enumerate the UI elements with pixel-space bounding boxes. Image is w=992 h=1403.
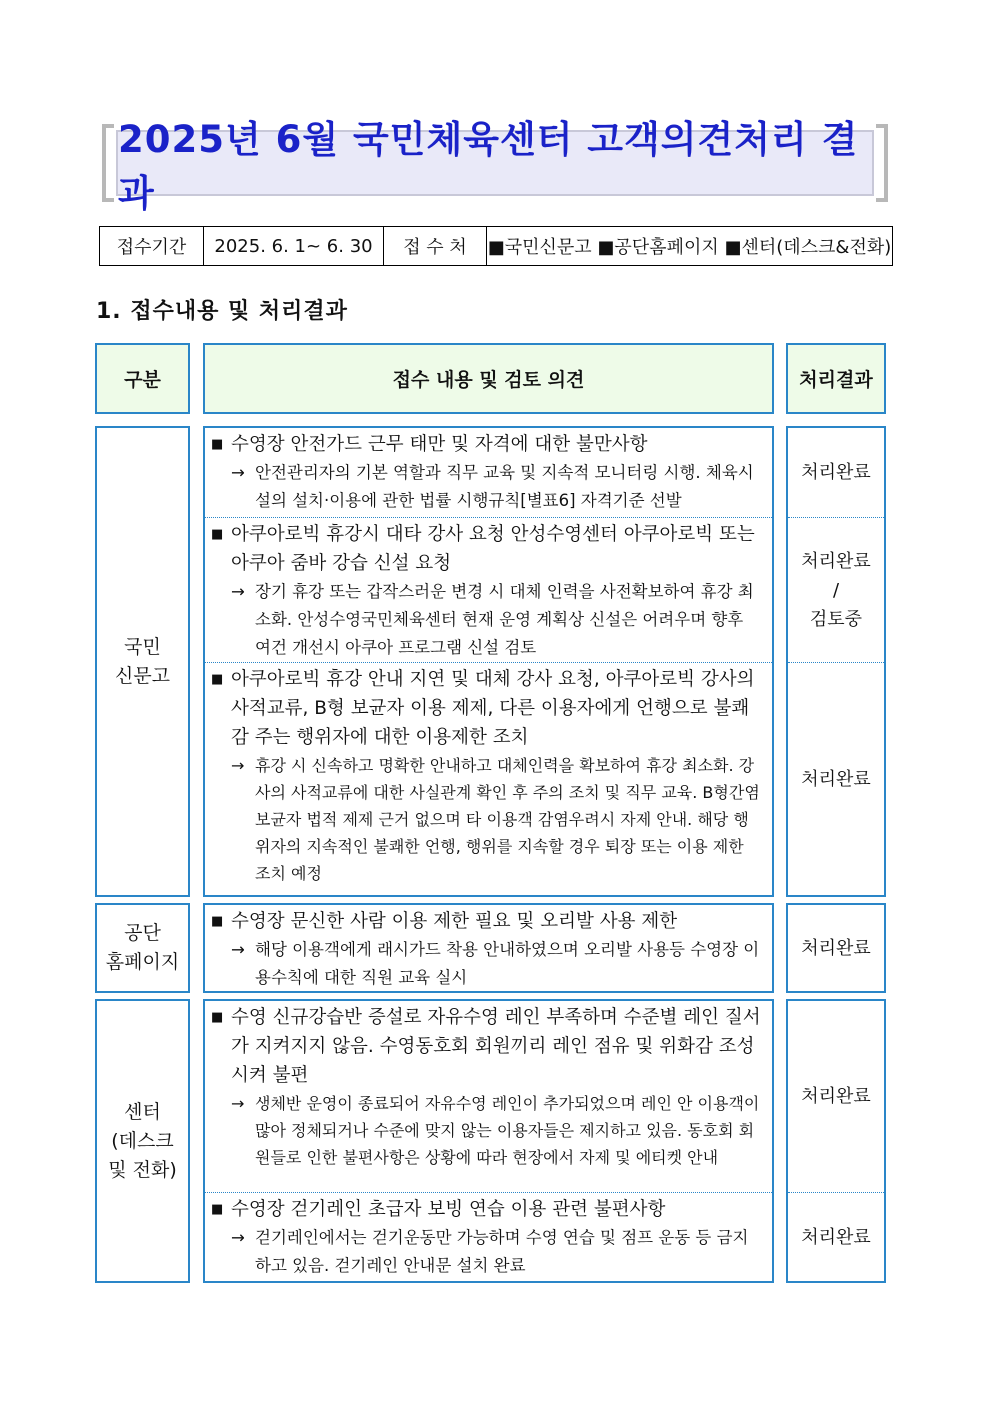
category-cell (95, 999, 190, 1283)
bullet-icon: ■ (211, 437, 224, 452)
title-banner (102, 118, 888, 215)
result-text: 처리완료 (801, 1086, 871, 1107)
category-line: 홈페이지 (105, 951, 180, 973)
period-label: 접수기간 (100, 227, 204, 265)
category-line: 신문고 (114, 664, 171, 687)
list-item (205, 1001, 772, 1192)
result-text: 처리완료 (801, 462, 871, 483)
arrow-icon: → (231, 582, 245, 601)
category-cell (95, 903, 190, 993)
content-cell (203, 426, 774, 897)
list-item (205, 1193, 772, 1281)
period-value: 2025. 6. 1~ 6. 30 (204, 227, 384, 265)
bullet-icon: ■ (211, 672, 224, 687)
info-table (99, 226, 893, 266)
result-cell (786, 903, 886, 993)
category-line: 국민 (124, 635, 161, 658)
category-cell (95, 426, 190, 897)
content-cell (203, 999, 774, 1283)
bullet-icon: ■ (211, 914, 224, 929)
arrow-icon: → (231, 940, 245, 959)
list-item (205, 905, 772, 991)
result-cell (786, 426, 886, 897)
category-line: 센터 (124, 1100, 161, 1123)
complaint-text: ■ 수영장 걷기레인 초급자 보빙 연습 이용 관련 불편사항 (211, 1195, 764, 1224)
header-category: 구분 (95, 343, 190, 414)
reply-text: → 장기 휴강 또는 갑작스러운 변경 시 대체 인력을 사전확보하여 휴강 최소화. 안성수영국민체육센터 현재 운영 계획상 신설은 어려우며 향후 여건 개선시 아쿠아 프로그램 신설 검토 (211, 578, 764, 662)
arrow-icon: → (231, 463, 245, 482)
list-item (205, 518, 772, 662)
source-label: 접 수 처 (384, 227, 487, 265)
arrow-icon: → (231, 1094, 245, 1113)
page-title: 2025년 6월 국민체육센터 고객의견처리 결과 (118, 118, 859, 215)
reply-text: → 안전관리자의 기본 역할과 직무 교육 및 지속적 모니터링 시행. 체육시설의 설치·이용에 관한 법률 시행규칙[별표6] 자격기준 선발 (211, 459, 764, 515)
header-result: 처리결과 (786, 343, 886, 414)
result-text: 처리완료 (801, 937, 871, 959)
reply-text: → 걷기레인에서는 걷기운동만 가능하며 수영 연습 및 점프 운동 등 금지하고 있음. 걷기레인 안내문 설치 완료 (211, 1224, 764, 1280)
complaint-text: ■ 아쿠아로빅 휴강시 대타 강사 요청 안성수영센터 아쿠아로빅 또는 아쿠아 줌바 강습 신설 요청 (211, 520, 764, 578)
complaint-text: ■ 수영장 문신한 사람 이용 제한 필요 및 오리발 사용 제한 (211, 907, 764, 936)
complaint-text: ■ 수영장 안전가드 근무 태만 및 자격에 대한 불만사항 (211, 430, 764, 459)
reply-text: → 휴강 시 신속하고 명확한 안내하고 대체인력을 확보하여 휴강 최소화. 강사의 사적교류에 대한 사실관계 확인 후 주의 조치 및 직무 교육. B형간염 보균자 법적 제제 근거 없으며 타 이용객 감염우려시 자제 안내. 해당 행위자의 지속적인 불쾌한 언행, 행위를 지속할 경우 퇴장 또는 이용 제한 조치 예정 (211, 752, 764, 887)
left-bracket-decoration (102, 124, 114, 202)
reply-text: → 해당 이용객에게 래시가드 착용 안내하였으며 오리발 사용등 수영장 이용수칙에 대한 직원 교육 실시 (211, 936, 764, 992)
list-item (205, 428, 772, 517)
category-line: 및 전화) (108, 1158, 177, 1181)
result-text: 처리완료 (801, 768, 871, 790)
bullet-icon: ■ (211, 1010, 224, 1025)
result-text: 처리완료 / 검토중 (801, 550, 871, 630)
content-cell (203, 903, 774, 993)
result-cell (786, 999, 886, 1283)
arrow-icon: → (231, 756, 245, 775)
category-line: (데스크 (111, 1129, 174, 1152)
list-item (205, 663, 772, 895)
bullet-icon: ■ (211, 527, 224, 542)
bullet-icon: ■ (211, 1202, 224, 1217)
complaint-text: ■ 아쿠아로빅 휴강 안내 지연 및 대체 강사 요청, 아쿠아로빅 강사의 사적교류, B형 보균자 이용 제제, 다른 이용자에게 언행으로 불쾌감 주는 행위자에 대한 이용제한 조치 (211, 665, 764, 752)
complaint-text: ■ 수영 신규강습반 증설로 자유수영 레인 부족하며 수준별 레인 질서가 지켜지지 않음. 수영동호회 회원끼리 레인 점유 및 위화감 조성시켜 불편 (211, 1003, 764, 1090)
reply-text: → 생체반 운영이 종료되어 자유수영 레인이 추가되었으며 레인 안 이용객이 많아 정체되거나 수준에 맞지 않는 이용자들은 제지하고 있음. 동호회 회원들로 인한 불편사항은 상황에 따라 현장에서 자제 및 에티켓 안내 (211, 1090, 764, 1171)
arrow-icon: → (231, 1228, 245, 1247)
right-bracket-decoration (876, 124, 888, 202)
section-title: 1. 접수내용 및 처리결과 (96, 299, 348, 324)
source-list: ■국민신문고 ■공단홈페이지 ■센터(데스크&전화) (487, 237, 892, 258)
title-box (116, 118, 874, 215)
category-line: 공단 (124, 922, 161, 944)
header-content: 접수 내용 및 검토 의견 (203, 343, 774, 414)
result-text: 처리완료 (801, 1226, 871, 1248)
